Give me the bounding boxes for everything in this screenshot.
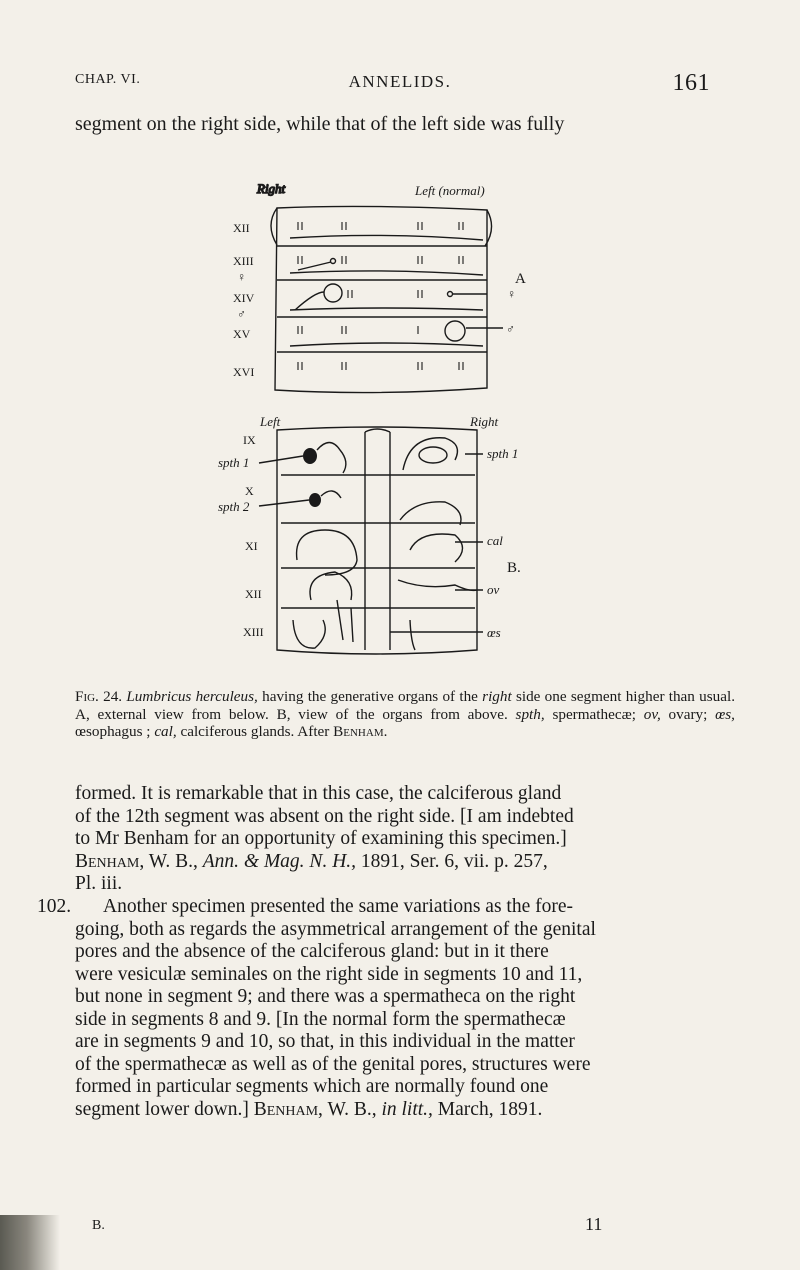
caption-italic: œs, — [715, 705, 735, 723]
caption-text: œsophagus ; — [75, 723, 155, 740]
oesophagus — [365, 432, 390, 650]
text-line: to Mr Benham for an opportunity of examining this specimen.] — [75, 828, 567, 849]
seg-label: XIV — [233, 291, 255, 305]
ovary — [310, 572, 352, 600]
pore-line — [298, 262, 331, 270]
top-paragraph — [75, 113, 735, 136]
female-symbol: ♀ — [507, 287, 516, 301]
part-a-left-label: Left (normal) — [415, 183, 485, 198]
text-fragment: segment lower down.] — [75, 1098, 254, 1120]
section-number: 102. — [37, 896, 72, 917]
seg-label: X — [245, 484, 254, 498]
text-line: pores and the absence of the calciferous gland: but in it there — [75, 941, 549, 962]
spermatheca-left-2 — [309, 493, 321, 507]
female-pore — [331, 259, 336, 264]
ref-author: Benham, W. B., — [75, 850, 198, 872]
caption-italic: ov, — [643, 705, 661, 723]
seg-label: XV — [233, 327, 251, 341]
text-line: but none in segment 9; and there was a spermatheca on the right — [75, 986, 576, 1007]
oesophagus-top — [365, 429, 390, 432]
male-pore-swelling — [445, 321, 465, 341]
leader-line — [259, 456, 303, 463]
male-pore-swelling — [324, 284, 342, 302]
spermatheca-duct — [317, 443, 346, 474]
caption-text: ovary; — [660, 705, 716, 723]
spth-label: spth 2 — [218, 499, 250, 514]
spermatheca-duct — [321, 491, 341, 498]
text-line: going, both as regards the asymmetrical arrangement of the genital — [75, 918, 596, 940]
cal-label: cal — [487, 533, 503, 548]
caption-author: Benham. — [333, 723, 388, 740]
ref-journal: Ann. & Mag. N. H., — [202, 850, 357, 872]
spth-right-label: spth 1 — [487, 446, 519, 461]
female-pore — [448, 292, 453, 297]
text-line: side in segments 8 and 9. [In the normal form the spermathecæ — [75, 1008, 566, 1030]
spth-label: spth 1 — [218, 455, 250, 470]
reference-line — [75, 851, 735, 874]
part-b-right-label: Right — [470, 414, 499, 429]
calciferous-gland — [410, 534, 463, 562]
part-a-letter: A — [515, 271, 526, 287]
seg-label: XIII — [243, 625, 264, 639]
caption-italic: spth, — [515, 705, 545, 723]
spermatheca-right-duct — [403, 438, 457, 470]
ov-label: ov — [487, 582, 500, 597]
ovary-line — [398, 580, 477, 590]
caption-text: side one segment higher than usual. A, external view from below. B, view of the organs from above. — [75, 688, 735, 723]
figure-24 — [215, 180, 555, 670]
male-symbol: ♂ — [506, 322, 515, 336]
reference-line — [75, 1099, 735, 1122]
ref-author: Benham, W. B., — [253, 1098, 377, 1120]
text-line: were vesiculæ seminales on the right side in segments 10 and 11, — [75, 963, 583, 985]
text-line: are in segments 9 and 10, so that, in this individual in the matter — [75, 1031, 575, 1052]
ref-detail: 1891, Ser. 6, vii. p. 257, — [356, 850, 548, 872]
body-paragraph-2 — [75, 896, 735, 1121]
text-line: Another specimen presented the same variations as the fore- — [103, 896, 573, 917]
vessel — [337, 600, 353, 642]
seg-label: IX — [243, 433, 256, 447]
segment-groove — [290, 308, 483, 310]
gland-lower — [293, 620, 325, 648]
caption-italic: right — [482, 688, 512, 705]
species-name: Lumbricus herculeus, — [126, 688, 258, 705]
caption-text: calciferous glands. After — [176, 723, 334, 740]
seg-label: XIII — [233, 254, 254, 268]
setae-marks — [298, 222, 463, 370]
body-paragraph-1 — [75, 783, 735, 896]
seg-label: XI — [245, 539, 258, 553]
pore-line — [295, 292, 324, 310]
text-line: formed in particular segments which are normally found one — [75, 1076, 549, 1097]
segment-groove — [290, 343, 483, 346]
chapter-header: CHAP. VI. — [75, 72, 141, 87]
caption-italic: cal, — [154, 723, 177, 740]
ref-plate: Pl. iii. — [75, 873, 123, 894]
sheet-number: 11 — [585, 1214, 603, 1234]
running-title: ANNELIDS. — [348, 72, 452, 91]
part-b-letter: B. — [507, 560, 521, 576]
signature-mark: B. — [92, 1218, 105, 1233]
fig-label: Fig. 24. — [75, 688, 123, 705]
segment-groove — [290, 235, 483, 240]
part-b-left-label: Left — [260, 414, 281, 429]
text-line: of the spermathecæ as well as of the genital pores, structures were — [75, 1053, 591, 1075]
seg-label: XVI — [233, 365, 255, 379]
ref-italic: in litt., — [381, 1098, 433, 1120]
spermatheca-left-1 — [303, 448, 317, 464]
figure-caption — [75, 688, 735, 741]
male-symbol: ♂ — [237, 307, 246, 321]
oes-label: œs — [487, 625, 501, 640]
spermatheca-right-1 — [419, 447, 447, 463]
page-edge-shadow — [0, 1215, 60, 1270]
caption-text: spermathecæ; — [544, 705, 644, 723]
page-number: 161 — [672, 70, 710, 96]
ref-detail: March, 1891. — [432, 1098, 543, 1120]
vessel — [410, 620, 415, 650]
text-line: formed. It is remarkable that in this case, the calciferous gland — [75, 783, 562, 804]
seg-label: XII — [245, 587, 262, 601]
text-line: segment on the right side, while that of the left side was fully — [75, 113, 565, 135]
text-line: of the 12th segment was absent on the right side. [I am indebted — [75, 805, 574, 827]
calciferous-gland — [400, 502, 461, 525]
female-symbol: ♀ — [237, 270, 246, 284]
seg-label: XII — [233, 221, 250, 235]
segment-groove — [290, 271, 483, 275]
leader-line — [259, 500, 309, 506]
caption-text: having the generative organs of the — [257, 688, 483, 705]
part-a-right-label: Right — [257, 181, 286, 196]
